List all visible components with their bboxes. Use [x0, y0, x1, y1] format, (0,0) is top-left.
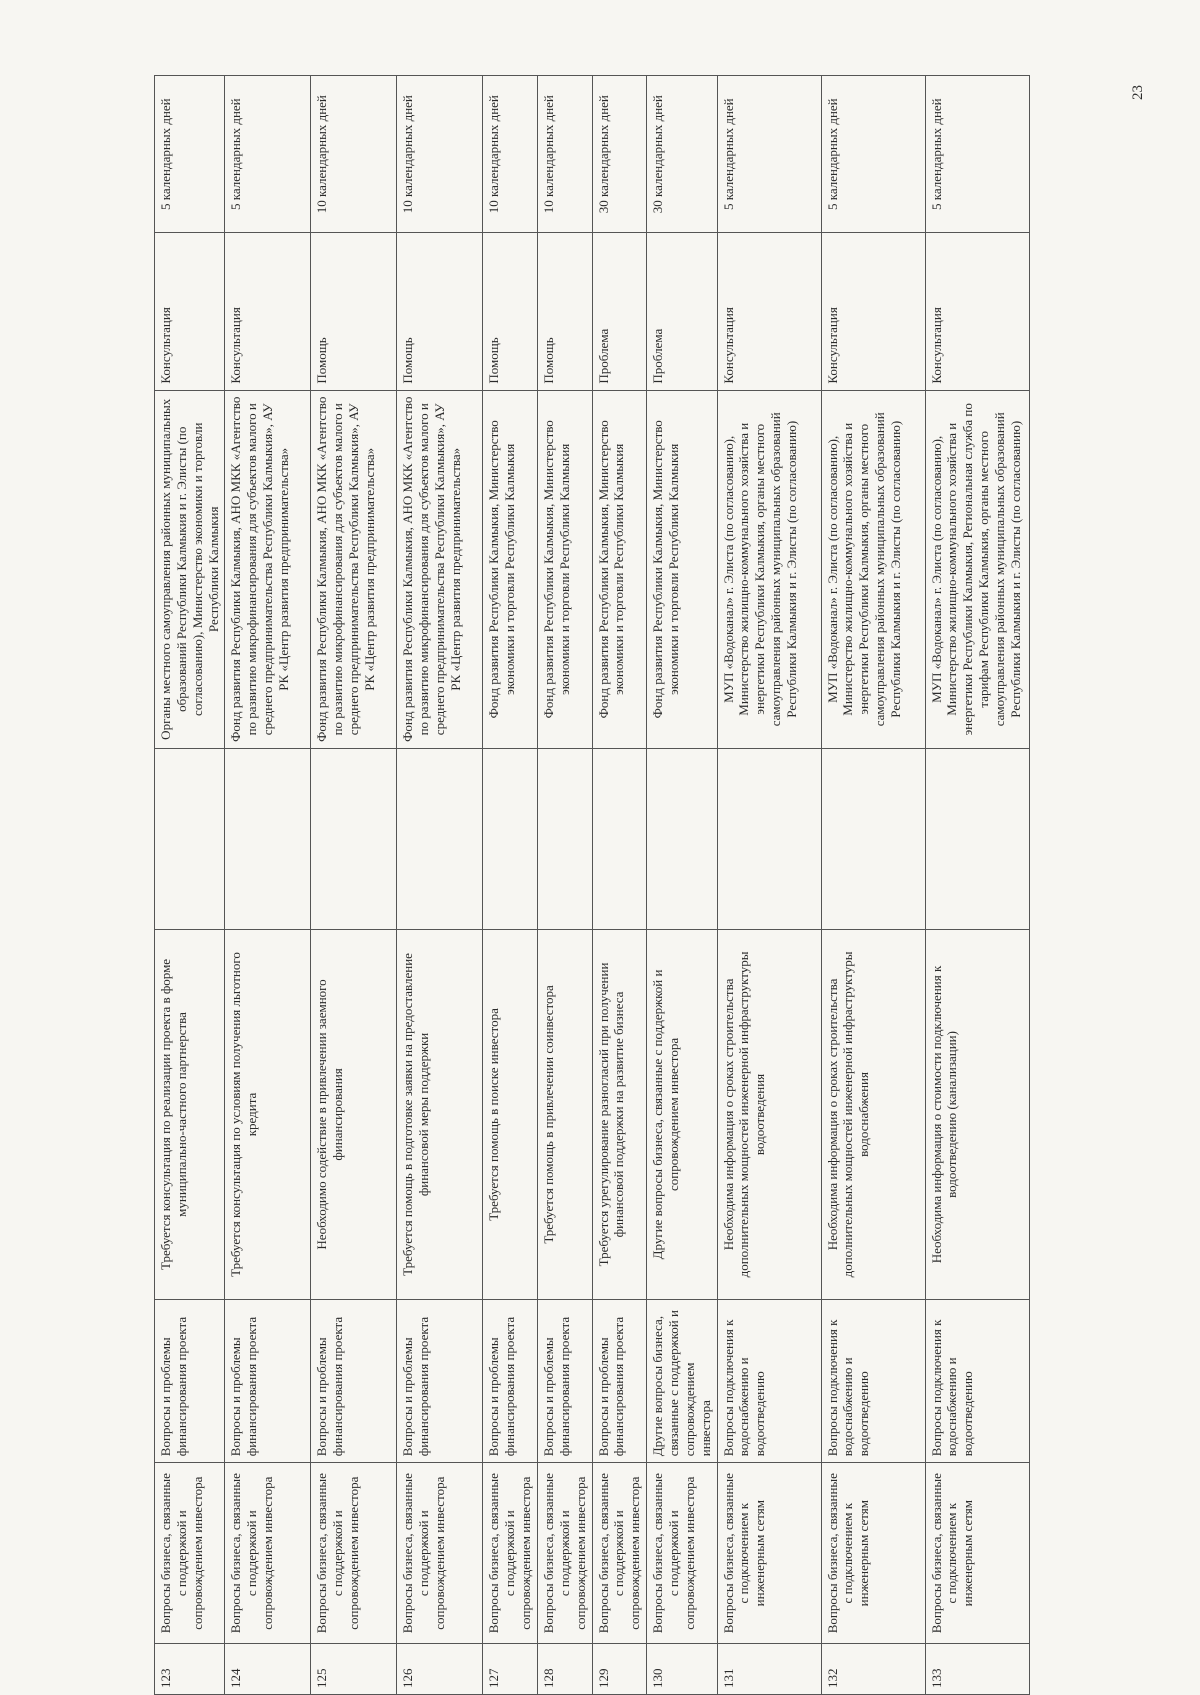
responsible-organizations: Фонд развития Республики Калмыкия, Министерство экономики и торговли Республики Калмыкия	[647, 390, 717, 748]
request-type: Проблема	[592, 233, 647, 390]
responsible-organizations: Фонд развития Республики Калмыкия, Министерство экономики и торговли Республики Калмыкия	[592, 390, 647, 748]
request-type: Помощь	[397, 233, 483, 390]
issue-description: Требуется консультация по условиям получения льготного кредита	[225, 929, 311, 1299]
responsible-organizations: Фонд развития Республики Калмыкия, АНО МКК «Агентство по развитию микрофинансирования для субъектов малого и среднего предпринимательства Республики Калмыкия», АУ РК «Центр развития предпринимательства»	[397, 390, 483, 748]
row-number: 124	[225, 1644, 311, 1695]
row-number: 133	[925, 1644, 1029, 1695]
issue-category: Вопросы бизнеса, связанные с поддержкой и сопровождением инвестора	[483, 1463, 538, 1644]
empty-cell	[225, 748, 311, 929]
request-type: Консультация	[155, 233, 225, 390]
row-number: 132	[821, 1644, 925, 1695]
issue-category: Вопросы бизнеса, связанные с поддержкой и сопровождением инвестора	[311, 1463, 397, 1644]
empty-cell	[483, 748, 538, 929]
empty-cell	[592, 748, 647, 929]
empty-cell	[397, 748, 483, 929]
response-term: 30 календарных дней	[647, 76, 717, 233]
table-row	[397, 76, 483, 1695]
response-term: 10 календарных дней	[538, 76, 593, 233]
issue-description: Требуется консультация по реализации проекта в форме муниципально-частного партнерства	[155, 929, 225, 1299]
row-number: 128	[538, 1644, 593, 1695]
responsible-organizations: Фонд развития Республики Калмыкия, Министерство экономики и торговли Республики Калмыкия	[538, 390, 593, 748]
responsible-organizations: Фонд развития Республики Калмыкия, АНО МКК «Агентство по развитию микрофинансирования для субъектов малого и среднего предпринимательства Республики Калмыкия», АУ РК «Центр развития предпринимательства»	[225, 390, 311, 748]
table-row	[717, 76, 821, 1695]
table-row	[538, 76, 593, 1695]
row-number: 125	[311, 1644, 397, 1695]
empty-cell	[538, 748, 593, 929]
request-type: Консультация	[225, 233, 311, 390]
issue-subcategory: Вопросы подключения к водоснабжению и водоотведению	[717, 1300, 821, 1463]
request-type: Помощь	[483, 233, 538, 390]
issue-subcategory: Вопросы подключения к водоснабжению и водоотведению	[821, 1300, 925, 1463]
responsible-organizations: МУП «Водоканал» г. Элиста (по согласованию), Министерство жилищно-коммунального хозяйства и энергетики Республики Калмыкия, Региональная служба по тарифам Республики Калмыкия, органы местного самоуправления районных муниципальных образований Республики Калмыкия и г. Элисты (по согласованию)	[925, 390, 1029, 748]
request-type: Проблема	[647, 233, 717, 390]
issue-subcategory: Вопросы подключения к водоснабжению и водоотведению	[925, 1300, 1029, 1463]
issue-description: Другие вопросы бизнеса, связанные с поддержкой и сопровождением инвестора	[647, 929, 717, 1299]
issue-description: Необходимо содействие в привлечении заемного финансирования	[311, 929, 397, 1299]
issue-category: Вопросы бизнеса, связанные с подключением к инженерным сетям	[821, 1463, 925, 1644]
response-term: 10 календарных дней	[311, 76, 397, 233]
issue-category: Вопросы бизнеса, связанные с поддержкой и сопровождением инвестора	[397, 1463, 483, 1644]
table-row	[311, 76, 397, 1695]
response-term: 5 календарных дней	[821, 76, 925, 233]
row-number: 127	[483, 1644, 538, 1695]
issue-subcategory: Вопросы и проблемы финансирования проекта	[155, 1300, 225, 1463]
table-row	[592, 76, 647, 1695]
empty-cell	[155, 748, 225, 929]
issue-subcategory: Вопросы и проблемы финансирования проекта	[311, 1300, 397, 1463]
issue-description: Необходима информация о сроках строительства дополнительных мощностей инженерной инфраструктуры водоотведения	[717, 929, 821, 1299]
issue-description: Требуется помощь в поиске инвестора	[483, 929, 538, 1299]
request-type: Консультация	[821, 233, 925, 390]
issue-category: Вопросы бизнеса, связанные с поддержкой и сопровождением инвестора	[155, 1463, 225, 1644]
request-type: Консультация	[717, 233, 821, 390]
issue-description: Необходима информация о сроках строительства дополнительных мощностей инженерной инфраструктуры водоснабжения	[821, 929, 925, 1299]
response-term: 10 календарных дней	[483, 76, 538, 233]
issue-subcategory: Вопросы и проблемы финансирования проекта	[538, 1300, 593, 1463]
issue-category: Вопросы бизнеса, связанные с подключением к инженерным сетям	[925, 1463, 1029, 1644]
row-number: 123	[155, 1644, 225, 1695]
responsible-organizations: Фонд развития Республики Калмыкия, Министерство экономики и торговли Республики Калмыкия	[483, 390, 538, 748]
response-term: 5 календарных дней	[717, 76, 821, 233]
row-number: 126	[397, 1644, 483, 1695]
response-term: 5 календарных дней	[155, 76, 225, 233]
issue-description: Необходима информация о стоимости подключения к водоотведению (канализации)	[925, 929, 1029, 1299]
table-row	[925, 76, 1029, 1695]
issue-description: Требуется урегулирование разногласий при получении финансовой поддержки на развитие бизнеса	[592, 929, 647, 1299]
row-number: 129	[592, 1644, 647, 1695]
request-type: Помощь	[311, 233, 397, 390]
table-row	[483, 76, 538, 1695]
response-term: 5 календарных дней	[925, 76, 1029, 233]
empty-cell	[821, 748, 925, 929]
issue-description: Требуется помощь в привлечении соинвестора	[538, 929, 593, 1299]
row-number: 130	[647, 1644, 717, 1695]
empty-cell	[647, 748, 717, 929]
issue-category: Вопросы бизнеса, связанные с поддержкой и сопровождением инвестора	[538, 1463, 593, 1644]
issue-category: Вопросы бизнеса, связанные с поддержкой и сопровождением инвестора	[647, 1463, 717, 1644]
issue-category: Вопросы бизнеса, связанные с поддержкой и сопровождением инвестора	[592, 1463, 647, 1644]
responsible-organizations: Фонд развития Республики Калмыкия, АНО МКК «Агентство по развитию микрофинансирования для субъектов малого и среднего предпринимательства Республики Калмыкия», АУ РК «Центр развития предпринимательства»	[311, 390, 397, 748]
issue-category: Вопросы бизнеса, связанные с подключением к инженерным сетям	[717, 1463, 821, 1644]
issue-subcategory: Другие вопросы бизнеса, связанные с поддержкой и сопровождением инвестора	[647, 1300, 717, 1463]
table-row	[821, 76, 925, 1695]
table-row	[225, 76, 311, 1695]
request-type: Консультация	[925, 233, 1029, 390]
empty-cell	[925, 748, 1029, 929]
responsible-organizations: МУП «Водоканал» г. Элиста (по согласованию), Министерство жилищно-коммунального хозяйства и энергетики Республики Калмыкия, органы местного самоуправления районных муниципальных образований Республики Калмыкия и г. Элисты (по согласованию)	[821, 390, 925, 748]
services-table	[154, 75, 1030, 1695]
issue-subcategory: Вопросы и проблемы финансирования проекта	[397, 1300, 483, 1463]
empty-cell	[311, 748, 397, 929]
responsible-organizations: Органы местного самоуправления районных муниципальных образований Республики Калмыкия и г. Элисты (по согласованию), Министерство экономики и торговли Республики Калмыкия	[155, 390, 225, 748]
issue-subcategory: Вопросы и проблемы финансирования проекта	[483, 1300, 538, 1463]
issue-category: Вопросы бизнеса, связанные с поддержкой и сопровождением инвестора	[225, 1463, 311, 1644]
table-row	[155, 76, 225, 1695]
response-term: 30 календарных дней	[592, 76, 647, 233]
response-term: 5 календарных дней	[225, 76, 311, 233]
response-term: 10 календарных дней	[397, 76, 483, 233]
issue-subcategory: Вопросы и проблемы финансирования проекта	[225, 1300, 311, 1463]
row-number: 131	[717, 1644, 821, 1695]
issue-subcategory: Вопросы и проблемы финансирования проекта	[592, 1300, 647, 1463]
request-type: Помощь	[538, 233, 593, 390]
responsible-organizations: МУП «Водоканал» г. Элиста (по согласованию), Министерство жилищно-коммунального хозяйства и энергетики Республики Калмыкия, органы местного самоуправления районных муниципальных образований Республики Калмыкия и г. Элисты (по согласованию)	[717, 390, 821, 748]
page-number: 23	[1130, 85, 1146, 100]
table-row	[647, 76, 717, 1695]
issue-description: Требуется помощь в подготовке заявки на предоставление финансовой меры поддержки	[397, 929, 483, 1299]
empty-cell	[717, 748, 821, 929]
